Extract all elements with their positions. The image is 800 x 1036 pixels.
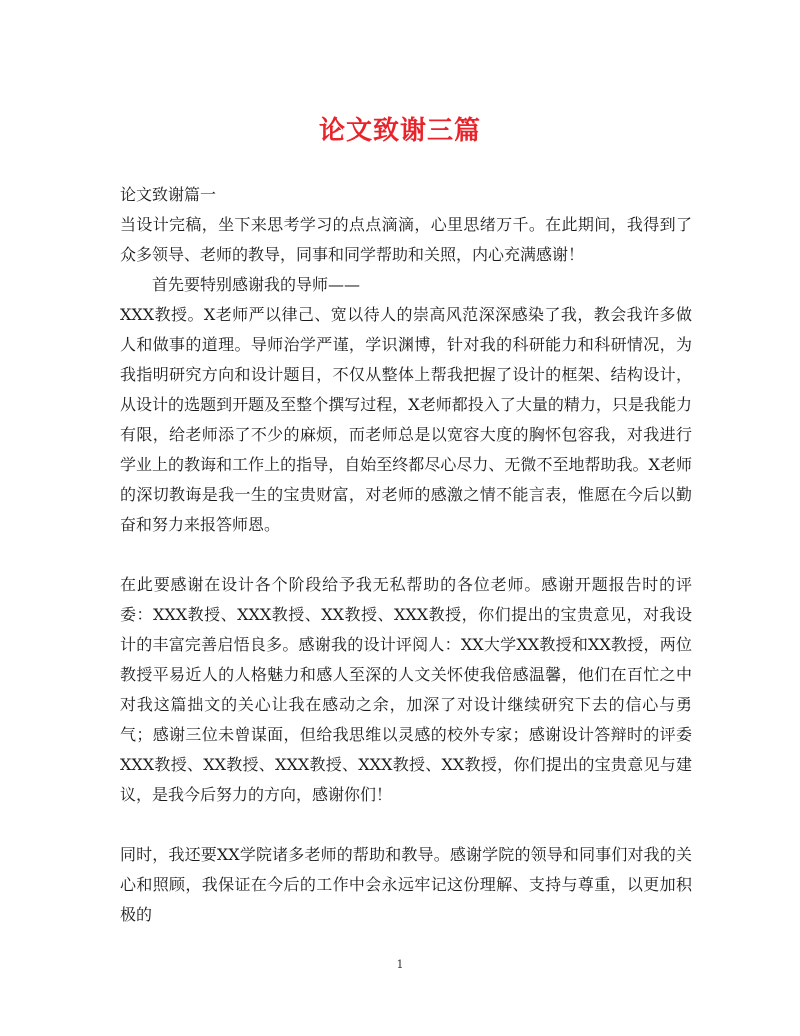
paragraph-supervisor: XXX教授。X老师严以律己、宽以待人的崇高风范深深感染了我，教会我许多做人和做事的道理。导师治学严谨，学识渊博，针对我的科研能力和科研情况，为我指明研究方向和设计题目，不仅从整体上帮我把握了设计的框架、结构设计，从设计的选题到开题及至整个撰写过程，X老师都投入了大量的精力，只是我能力有限，给老师添了不少的麻烦，而老师总是以宽容大度的胸怀包容我，对我进行学业上的教诲和工作上的指导，自始至终都尽心尽力、无微不至地帮助我。X老师的深切教诲是我一生的宝贵财富，对老师的感激之情不能言表，惟愿在今后以勤奋和努力来报答师恩。	[120, 305, 692, 534]
section-heading: 论文致谢篇一	[120, 185, 217, 204]
page-number: 1	[396, 958, 404, 971]
paragraph-teachers: 在此要感谢在设计各个阶段给予我无私帮助的各位老师。感谢开题报告时的评委：XXX教授、XXX教授、XX教授、XXX教授，你们提出的宝贵意见，对我设计的丰富完善启悟良多。感谢我的设计评阅人：XX大学XX教授和XX教授，两位教授平易近人的人格魅力和感人至深的人文关怀使我倍感温馨，他们在百忙之中对我这篇拙文的关心让我在感动之余，加深了对设计继续研究下去的信心与勇气；感谢三位未曾谋面，但给我思维以灵感的校外专家；感谢设计答辩时的评委XXX教授、XX教授、XXX教授、XXX教授、XX教授，你们提出的宝贵意见与建议，是我今后努力的方向，感谢你们！	[120, 575, 692, 804]
document-title: 论文致谢三篇	[318, 116, 481, 146]
document-body	[120, 180, 692, 930]
paragraph-supervisor-lead: 首先要特别感谢我的导师——	[152, 275, 361, 294]
paragraph-intro: 当设计完稿，坐下来思考学习的点点滴滴，心里思绪万千。在此期间，我得到了众多领导、老师的教导，同事和同学帮助和关照，内心充满感谢！	[120, 215, 692, 264]
paragraph-college: 同时，我还要XX学院诸多老师的帮助和教导。感谢学院的领导和同事们对我的关心和照顾，我保证在今后的工作中会永远牢记这份理解、支持与尊重，以更加积极的	[120, 845, 692, 924]
